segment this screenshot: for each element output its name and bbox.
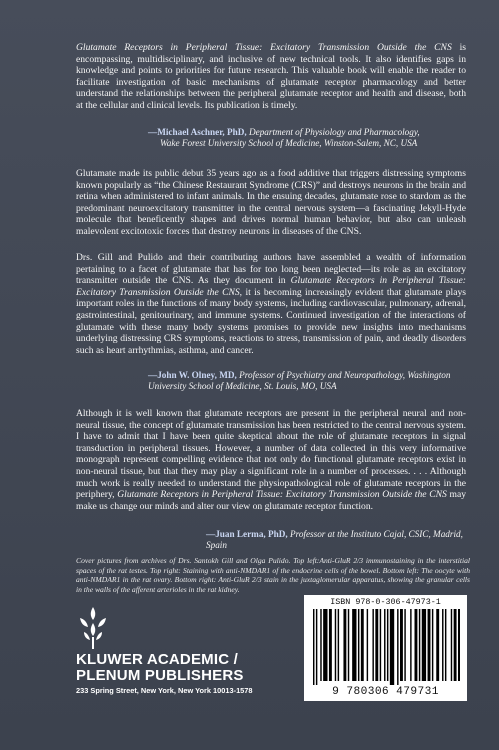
barcode-bar bbox=[367, 609, 368, 681]
publisher-imprint bbox=[76, 652, 253, 696]
barcode-bar bbox=[454, 609, 457, 681]
review-quote-aschner bbox=[76, 42, 466, 112]
barcode-bar bbox=[428, 609, 431, 681]
barcode-bar bbox=[397, 609, 398, 685]
review-quote-lerma bbox=[76, 408, 466, 512]
barcode-bar bbox=[313, 609, 314, 685]
barcode-bar bbox=[343, 609, 346, 681]
reviewer-affiliation-line2: Wake Forest University School of Medicine, Winston-Salem, NC, USA bbox=[160, 138, 418, 148]
isbn-barcode bbox=[304, 595, 467, 701]
barcode-bar bbox=[348, 609, 349, 681]
quote-body: is encompassing, multidisciplinary, and inclusive of new technical tools. It also identifies gaps in knowledge and points to priorities for future research. This valuable book will enable the reader to facilitate investigation of basic mechanisms of glutamate receptor pharmacology and better understand the relationships between the peripheral glutamate receptor and health and disease, both at the cellular and clinical levels. Its publication is timely. bbox=[76, 42, 466, 111]
book-title-italic: Glutamate Receptors in Peripheral Tissue: Excitatory Transmission Outside the CNS, bbox=[76, 275, 466, 298]
reviewer-affiliation: Department of Physiology and Pharmacology, bbox=[248, 127, 420, 137]
barcode-bar bbox=[390, 609, 394, 685]
barcode-bar bbox=[335, 609, 336, 681]
attribution-lerma bbox=[206, 529, 472, 551]
barcode-bar bbox=[445, 609, 446, 681]
barcode-bar bbox=[458, 609, 460, 681]
barcode-bar bbox=[384, 609, 385, 681]
barcode-bar bbox=[316, 609, 317, 685]
publisher-name-line2: PLENUM PUBLISHERS bbox=[76, 667, 244, 684]
reviewer-name: —Juan Lerma, PhD, bbox=[206, 529, 288, 539]
barcode-bar bbox=[404, 609, 405, 681]
barcode-bar bbox=[361, 609, 364, 681]
review-quote-olney-para2 bbox=[76, 252, 466, 356]
cover-caption: Cover pictures from archives of Drs. Santokh Gill and Olga Pulido. Top left:Anti-GluR 2/3 immunostaining in the interstitial spaces of the rat testes. Top right: Staining with anti-NMDAR1 of the endocrine cells of the bowel. Bottom left: The oocyte with anti-NMDAR1 in the rat ovary. Bottom right: Anti-GluR 2/3 stain in the juxtaglomerular apparatus, showing the granular cells in the walls of the afferent arterioles in the rat kidney. bbox=[76, 556, 470, 594]
barcode-bar bbox=[415, 609, 418, 681]
barcode-bar bbox=[372, 609, 373, 681]
publisher-address: 233 Spring Street, New York, New York 10013-1578 bbox=[76, 686, 253, 695]
reviewer-affiliation: Professor of Psychiatry and Neuropathology, Washington University School of Medicine, St. Louis, MO, USA bbox=[148, 370, 451, 391]
barcode-bar bbox=[320, 609, 321, 681]
barcode-bar bbox=[432, 609, 433, 681]
barcode-bar bbox=[451, 609, 452, 681]
barcode-bar bbox=[442, 609, 443, 681]
barcode-bar bbox=[375, 609, 378, 681]
barcode-bar bbox=[329, 609, 332, 681]
barcode-bar bbox=[436, 609, 439, 681]
barcode-bar bbox=[352, 609, 356, 681]
barcode-bars bbox=[311, 609, 460, 685]
quote-body: may make us change our minds and alter our view on glutamate receptor function. bbox=[76, 489, 466, 512]
publisher-name-line1: KLUWER ACADEMIC / bbox=[76, 651, 238, 668]
barcode-bar bbox=[400, 609, 403, 681]
reviewer-name: —Michael Aschner, PhD, bbox=[148, 127, 247, 137]
attribution-olney bbox=[148, 370, 470, 392]
quote-body: Although it is well known that glutamate receptors are present in the peripheral neural and non-neural tissue, the concept of glutamate transmission has been restricted to the central nervous system. I have to admit that I have been quite skeptical about the role of glutamate receptors in signal transduction in peripheral tissues. However, a number of data collected in this very informative monograph represent compelling evidence that not only do functional glutamate receptors exist in non-neural tissue, but that they may play a significant role in a number of processes. . . . Although much work is really needed to understand the physiopathological role of glutamate receptors in the periphery, bbox=[76, 408, 466, 501]
barcode-bar bbox=[410, 609, 411, 681]
quote-body: Glutamate made its public debut 35 years ago as a food additive that triggers distressing symptoms known popularly as “the Chinese Restaurant Syndrome (CRS)” and destroys neurons in the brain and retina when administered to infant animals. In the ensuing decades, glutamate rose to stardom as the predominant neuroexcitatory transmitter in the central nervous system—a fascinating Jekyll-Hyde molecule that beneficently shapes and drives normal human behavior, but also can unleash malevolent excitotoxic forces that destroy neurons in diseases of the CNS. bbox=[76, 168, 466, 237]
isbn-label: ISBN 978-0-306-47973-1 bbox=[330, 597, 441, 607]
review-quote-olney-para1 bbox=[76, 168, 466, 238]
barcode-bar bbox=[422, 609, 426, 681]
book-title-italic: Glutamate Receptors in Peripheral Tissue: Excitatory Transmission Outside the CNS bbox=[117, 489, 447, 501]
barcode-bar bbox=[419, 609, 420, 681]
barcode-bar bbox=[358, 609, 359, 681]
reviewer-affiliation: Professor at the Instituto Cajal, CSIC, Madrid, Spain bbox=[206, 529, 463, 550]
barcode-digits: 9 780306 479731 bbox=[332, 686, 439, 698]
book-title-italic: Glutamate Receptors in Peripheral Tissue: Excitatory Transmission Outside the CNS bbox=[76, 42, 452, 53]
quote-body: Drs. Gill and Pulido and their contributing authors have assembled a wealth of information pertaining to a facet of glutamate that has for too long been neglected—its role as an excitatory transmitter outside the CNS. As they document in bbox=[76, 252, 466, 287]
quote-body: it is becoming increasingly evident that glutamate plays important roles in the functions of many body systems, including cardiovascular, pulmonary, adrenal, gastrointestinal, genitourinary, and immune systems. Continued investigation of the interactions of glutamate with these many body systems promises to provide new insights into mechanisms underlying distressing CRS symptoms, reactions to stress, transmission of pain, and deadly disorders such as heart arrhythmias, asthma, and cancer. bbox=[76, 286, 466, 356]
barcode-bar bbox=[380, 609, 381, 681]
attribution-aschner bbox=[148, 127, 470, 149]
barcode-bar bbox=[338, 609, 339, 681]
reviewer-name: —John W. Olney, MD, bbox=[148, 370, 237, 380]
barcode-bar bbox=[323, 609, 327, 681]
barcode-bar bbox=[387, 609, 388, 681]
kluwer-logo-icon bbox=[76, 606, 110, 650]
